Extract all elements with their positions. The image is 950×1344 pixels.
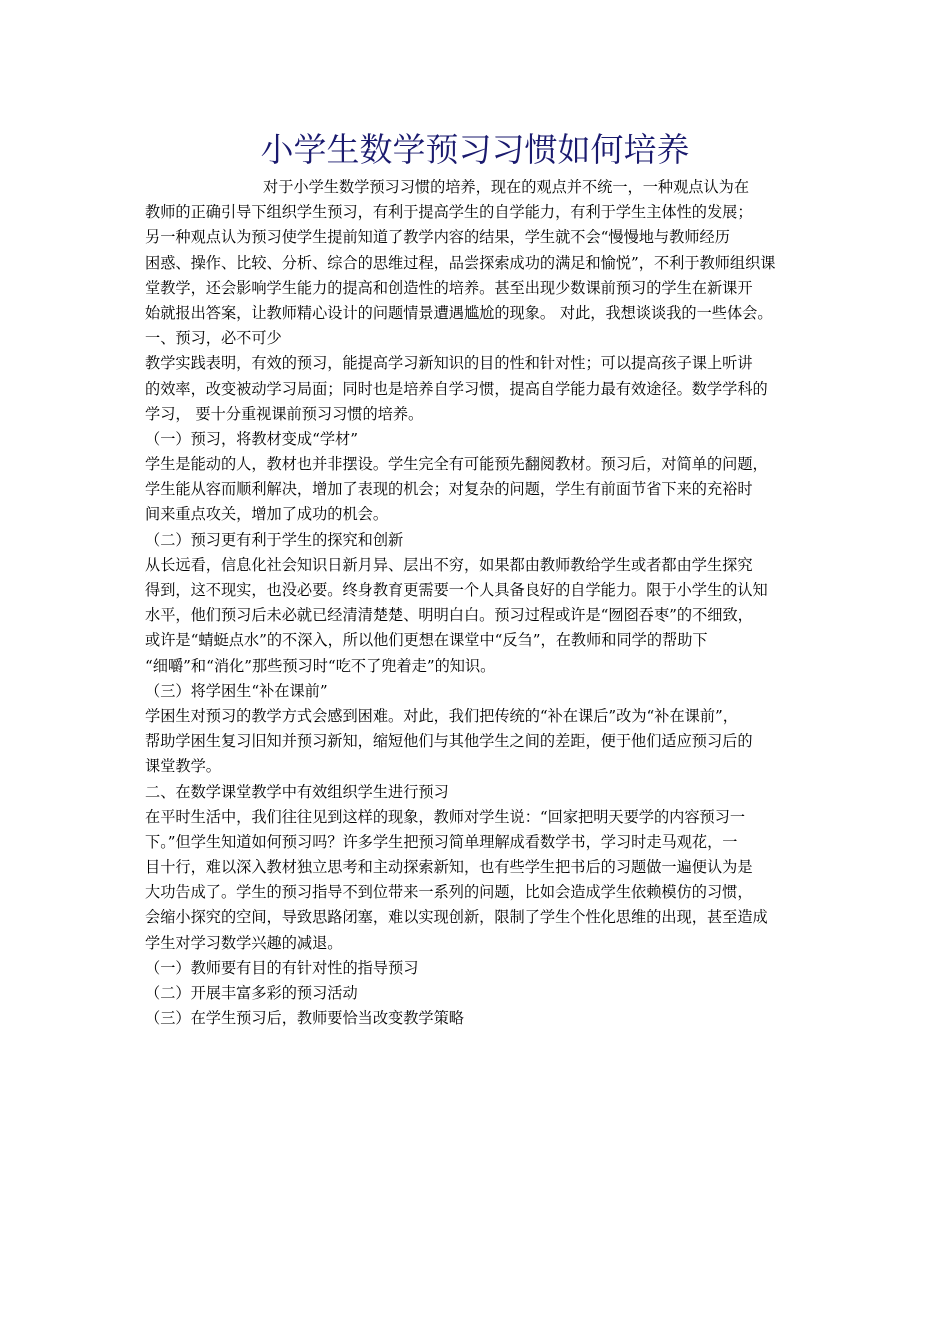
paragraph-line: 堂教学，还会影响学生能力的提高和创造性的培养。甚至出现少数课前预习的学生在新课开 <box>145 278 753 297</box>
paragraph-line: 学生能从容而顺利解决，增加了表现的机会；对复杂的问题，学生有前面节省下来的充裕时 <box>145 480 753 499</box>
paragraph-line: 从长远看，信息化社会知识日新月异、层出不穷，如果都由教师教给学生或者都由学生探究 <box>145 555 753 574</box>
paragraph-line: 会缩小探究的空间，导致思路闭塞，难以实现创新，限制了学生个性化思维的出现，甚至造成 <box>145 908 768 927</box>
section-heading: 二、在数学课堂教学中有效组织学生进行预习 <box>145 782 449 801</box>
subsection-heading: （三）在学生预习后，教师要恰当改变教学策略 <box>145 1009 464 1028</box>
paragraph-line: 学生对学习数学兴趣的减退。 <box>145 933 343 952</box>
paragraph-line: 学困生对预习的教学方式会感到困难。对此，我们把传统的“补在课后”改为“补在课前”， <box>145 706 738 725</box>
subsection-heading: （一）预习，将教材变成“学材” <box>145 429 358 448</box>
paragraph-line: 始就报出答案，让教师精心设计的问题情景遭遇尴尬的现象。 对此，我想谈谈我的一些体会。 <box>145 303 773 322</box>
paragraph-line: 的效率，改变被动学习局面；同时也是培养自学习惯，提高自学能力最有效途径。数学学科的 <box>145 379 768 398</box>
paragraph-line: 在平时生活中，我们往往见到这样的现象，教师对学生说：“回家把明天要学的内容预习一 <box>145 807 746 826</box>
paragraph-line: 间来重点攻关，增加了成功的机会。 <box>145 505 388 524</box>
subsection-heading: （二）开展丰富多彩的预习活动 <box>145 984 358 1002</box>
paragraph-line: 学生是能动的人，教材也并非摆设。学生完全有可能预先翻阅教材。预习后，对简单的问题， <box>145 455 768 474</box>
paragraph-line: 对于小学生数学预习习惯的培养，现在的观点并不统一，一种观点认为在 <box>263 178 749 196</box>
paragraph-line: 帮助学困生复习旧知并预习新知，缩短他们与其他学生之间的差距，便于他们适应预习后的 <box>145 732 753 751</box>
document-body <box>145 175 813 1031</box>
paragraph-line: 困惑、操作、比较、分析、综合的思维过程，品尝探索成功的满足和愉悦”，不利于教师组织课 <box>145 253 776 272</box>
paragraph-line: 另一种观点认为预习使学生提前知道了教学内容的结果，学生就不会“慢慢地与教师经历 <box>145 228 730 247</box>
section-heading: 一、预习，必不可少 <box>145 329 282 348</box>
subsection-heading: （二）预习更有利于学生的探究和创新 <box>145 530 404 549</box>
subsection-heading: （三）将学困生“补在课前” <box>145 681 328 700</box>
paragraph-line: “细嚼”和“消化”那些预习时“吃不了兜着走”的知识。 <box>145 656 496 675</box>
paragraph-line: 目十行，难以深入教材独立思考和主动探索新知，也有些学生把书后的习题做一遍便认为是 <box>145 858 753 877</box>
paragraph-line: 水平，他们预习后未必就已经清清楚楚、明明白白。预习过程或许是“囫囵吞枣”的不细致， <box>145 606 753 625</box>
paragraph-line: 教师的正确引导下组织学生预习，有利于提高学生的自学能力，有利于学生主体性的发展； <box>145 203 753 222</box>
paragraph-line: 得到，这不现实，也没必要。终身教育更需要一个人具备良好的自学能力。限于小学生的认知 <box>145 581 768 599</box>
paragraph-line: 或许是“蜻蜓点水”的不深入，所以他们更想在课堂中“反刍”，在教师和同学的帮助下 <box>145 631 708 650</box>
subsection-heading: （一）教师要有目的有针对性的指导预习 <box>145 958 419 977</box>
paragraph-line: 学习， 要十分重视课前预习习惯的培养。 <box>145 404 424 423</box>
paragraph-line: 教学实践表明，有效的预习，能提高学习新知识的目的性和针对性；可以提高孩子课上听讲 <box>145 354 753 373</box>
document-title: 小学生数学预习习惯如何培养 <box>260 130 690 169</box>
paragraph-line: 课堂教学。 <box>145 757 221 776</box>
paragraph-line: 下。”但学生知道如何预习吗？许多学生把预习简单理解成看数学书，学习时走马观花，一 <box>145 832 738 851</box>
paragraph-line: 大功告成了。学生的预习指导不到位带来一系列的问题，比如会造成学生依赖模仿的习惯， <box>145 883 753 902</box>
